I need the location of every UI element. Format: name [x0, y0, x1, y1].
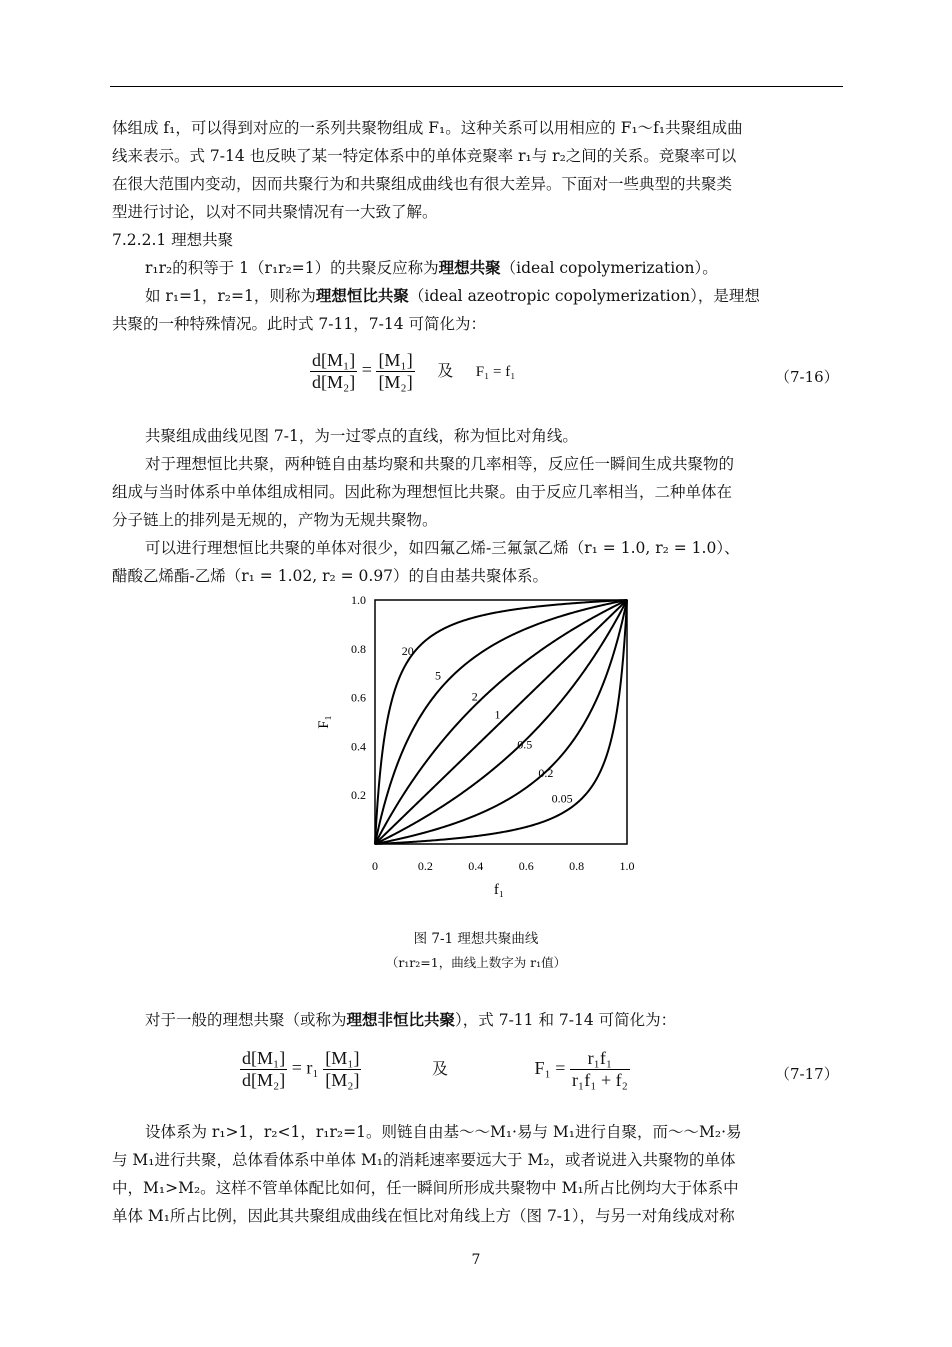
- paragraph-diagonal: 共聚组成曲线见图 7-1，为一过零点的直线，称为恒比对角线。: [145, 427, 578, 445]
- fraction: [323, 1048, 361, 1091]
- numerator: d[M₁]: [312, 350, 356, 370]
- x-tick-label: 0.6: [518, 859, 534, 873]
- denominator: r₁f₁ + f₂: [571, 1070, 628, 1090]
- denominator: d[M₂]: [242, 1070, 286, 1090]
- text-line: 组成与当时体系中单体组成相同。因此称为理想恒比共聚。由于反应几率相当，二种单体在: [112, 483, 733, 501]
- curve-label: 20: [401, 644, 414, 659]
- numerator: [M₁]: [378, 350, 413, 370]
- text-line: 在很大范围内变动，因而共聚行为和共聚组成曲线也有很大差异。下面对一些典型的共聚类: [112, 175, 733, 193]
- text-line: 醋酸乙烯酯-乙烯（r₁ = 1.02, r₂ = 0.97）的自由基共聚体系。: [112, 567, 549, 585]
- equation-7-16: [310, 350, 516, 393]
- term-ideal-copolymerization: 理想共聚: [438, 258, 501, 277]
- conjunction: 及: [437, 362, 454, 380]
- section-heading: 7.2.2.1 理想共聚: [112, 231, 234, 249]
- y-tick-label: 0.4: [351, 739, 366, 754]
- text-line: 型进行讨论，以对不同共聚情况有一大致了解。: [112, 203, 438, 221]
- fraction: [376, 350, 414, 393]
- figure-subcaption: （r₁r₂=1，曲线上数字为 r₁值）: [385, 955, 567, 970]
- equals-sign: =: [361, 359, 372, 380]
- text-line: 可以进行理想恒比共聚的单体对很少，如四氟乙烯-三氟氯乙烯（r₁ = 1.0, r₂ = 1.0）、: [145, 539, 740, 557]
- equals-r1: = r₁: [291, 1057, 319, 1078]
- x-tick-label: 1.0: [619, 859, 635, 873]
- equation-number: （7-17）: [775, 1065, 839, 1083]
- paragraph-ideal-definition: [112, 254, 840, 282]
- equation-number: （7-16）: [775, 368, 839, 386]
- text-line: 对于理想恒比共聚，两种链自由基均聚和共聚的几率相等，反应任一瞬间生成共聚物的: [145, 455, 735, 473]
- curve-r1-1: [375, 600, 627, 844]
- x-tick-label: 0: [372, 859, 378, 873]
- text-line: 体组成 f₁，可以得到对应的一系列共聚物组成 F₁。这种关系可以用相应的 F₁～f₁共聚组成曲: [112, 119, 743, 137]
- y-tick-label: 0.2: [351, 788, 366, 803]
- curve-label: 1: [494, 707, 501, 722]
- numerator: d[M₁]: [242, 1048, 286, 1068]
- text-span: 对于一般的理想共聚（或称为: [145, 1011, 347, 1029]
- paragraph-general-ideal: [112, 1006, 840, 1034]
- denominator: d[M₂]: [312, 372, 356, 392]
- y-tick-label: 1.0: [351, 593, 366, 607]
- text-line: 中，M₁>M₂。这样不管单体配比如何，任一瞬间所形成共聚物中 M₁所占比例均大于体系中: [112, 1179, 739, 1197]
- x-tick-label: 0.2: [417, 859, 433, 873]
- ideal-copolymerization-chart: [310, 592, 650, 910]
- curve-label: 2: [471, 689, 478, 704]
- x-tick-label: 0.4: [468, 859, 484, 873]
- fraction: [310, 350, 357, 393]
- text-span: （ideal copolymerization）。: [500, 259, 718, 277]
- fraction: [240, 1048, 287, 1091]
- text-line: 设体系为 r₁>1，r₂<1，r₁r₂=1。则链自由基～～M₁·易与 M₁进行自聚，而～～M₂·易: [145, 1123, 742, 1141]
- y-axis-label: F₁: [316, 715, 332, 729]
- term-ideal-azeotropic: 理想恒比共聚: [315, 286, 409, 305]
- equation-part: F₁ = f₁: [475, 363, 516, 380]
- denominator: [M₂]: [378, 372, 413, 392]
- page-number: 7: [471, 1252, 481, 1268]
- conjunction: 及: [431, 1060, 448, 1078]
- text-line: 分子链上的排列是无规的，产物为无规共聚物。: [112, 511, 438, 529]
- figure-caption: 图 7-1 理想共聚曲线: [413, 931, 539, 947]
- term-nonazeotropic: 理想非恒比共聚: [346, 1010, 456, 1029]
- fraction: [570, 1048, 630, 1091]
- header-rule: [110, 86, 843, 87]
- text-line: 单体 M₁所占比例，因此其共聚组成曲线在恒比对角线上方（图 7-1），与另一对角线成对称: [112, 1207, 735, 1225]
- text-span: ），式 7-11 和 7-14 可简化为：: [455, 1011, 677, 1029]
- text-line: 线来表示。式 7-14 也反映了某一特定体系中的单体竞聚率 r₁与 r₂之间的关系。竞聚率可以: [112, 147, 737, 165]
- text-span: 如 r₁=1，r₂=1，则称为: [145, 287, 316, 305]
- curve-label: 0.2: [538, 766, 554, 781]
- curve-label: 0.5: [517, 737, 533, 752]
- numerator: [M₁]: [325, 1048, 360, 1068]
- text-line: 与 M₁进行共聚，总体看体系中单体 M₁的消耗速率要远大于 M₂，或者说进入共聚物的单体: [112, 1151, 736, 1169]
- y-tick-label: 0.8: [351, 641, 366, 656]
- y-tick-label: 0.6: [351, 690, 366, 705]
- numerator: r₁f₁: [570, 1048, 630, 1070]
- text-span: （ideal azeotropic copolymerization），是理想: [408, 287, 760, 305]
- curve-label: 5: [435, 668, 441, 683]
- text-span: r₁r₂的积等于 1（r₁r₂=1）的共聚反应称为: [145, 259, 439, 277]
- x-tick-label: 0.8: [569, 859, 585, 873]
- paragraph-azeotropic: [112, 282, 840, 310]
- equation-7-17: [240, 1048, 630, 1091]
- equation-part: F₁ =: [534, 1057, 566, 1078]
- x-axis-label: f₁: [493, 882, 505, 898]
- text-line: 共聚的一种特殊情况。此时式 7-11，7-14 可简化为：: [112, 315, 486, 333]
- denominator: [M₂]: [325, 1070, 360, 1090]
- curve-label: 0.05: [551, 791, 573, 806]
